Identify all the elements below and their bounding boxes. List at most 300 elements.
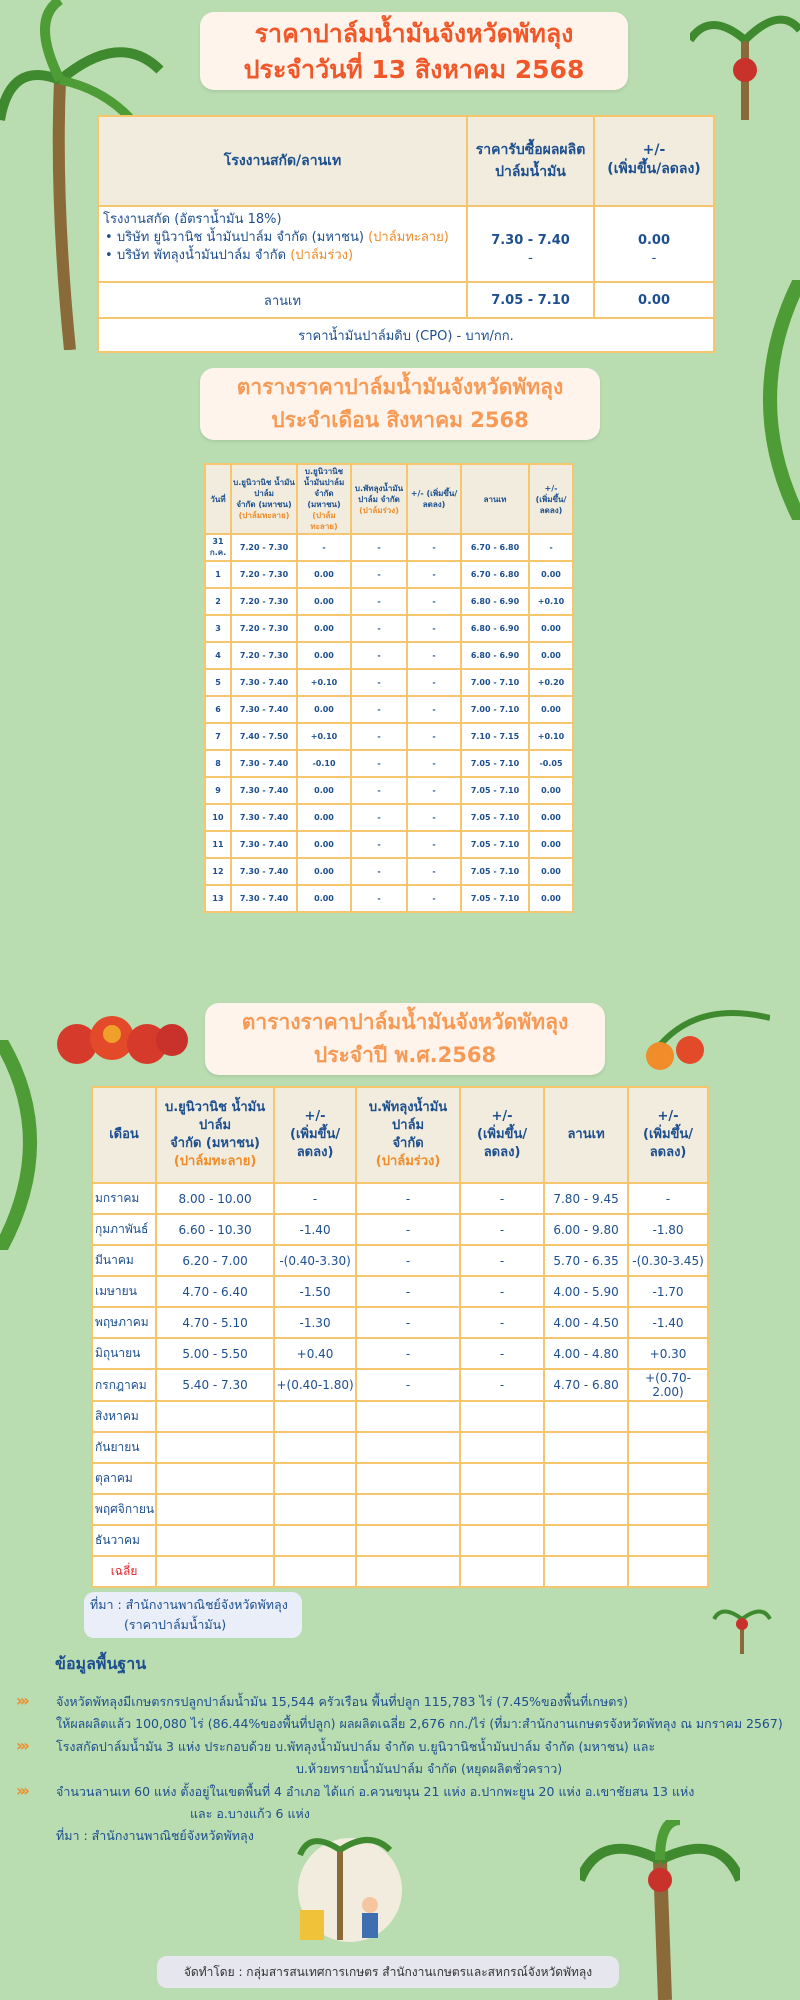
yearly-cell: - bbox=[356, 1245, 460, 1276]
header-price-line2: ปาล์มน้ำมัน bbox=[495, 164, 566, 180]
monthly-header-row bbox=[205, 464, 573, 534]
monthly-cell: -0.10 bbox=[297, 750, 351, 777]
monthly-cell: - bbox=[407, 588, 461, 615]
monthly-cell: 12 bbox=[205, 858, 231, 885]
yearly-row bbox=[92, 1245, 708, 1276]
monthly-cell: 4 bbox=[205, 642, 231, 669]
factory2-price: - bbox=[528, 250, 533, 266]
yearly-month-cell: กุมภาพันธ์ bbox=[92, 1214, 156, 1245]
yearly-cell bbox=[460, 1494, 544, 1525]
factory1-name: บริษัท ยูนิวานิช น้ำมันปาล์ม จำกัด (มหาชน) bbox=[117, 230, 364, 245]
yearly-month-cell: มกราคม bbox=[92, 1183, 156, 1214]
monthly-cell: 0.00 bbox=[529, 696, 573, 723]
m-header-change2-l3: ลดลง) bbox=[539, 505, 563, 515]
monthly-cell: 7.20 - 7.30 bbox=[231, 561, 297, 588]
yearly-cell bbox=[356, 1494, 460, 1525]
yearly-month-cell: มีนาคม bbox=[92, 1245, 156, 1276]
y-header-pat-l3: (ปาล์มร่วง) bbox=[375, 1154, 441, 1169]
yearly-cell bbox=[156, 1432, 274, 1463]
yearly-cell bbox=[544, 1525, 628, 1556]
monthly-cell: 7.05 - 7.10 bbox=[461, 750, 529, 777]
y-header-univ bbox=[156, 1087, 274, 1183]
monthly-cell: +0.10 bbox=[297, 669, 351, 696]
yearly-cell: - bbox=[628, 1183, 708, 1214]
monthly-cell: 7.30 - 7.40 bbox=[231, 750, 297, 777]
basic-item2-line2: บ.ห้วยทรายน้ำมันปาล์ม จำกัด (หยุดผลิตชั่วคราว) bbox=[296, 1761, 563, 1776]
monthly-cell: 0.00 bbox=[297, 588, 351, 615]
monthly-cell: - bbox=[351, 723, 407, 750]
y-header-change3-l2: (เพิ่มขึ้น/ลดลง) bbox=[643, 1127, 694, 1160]
yearly-price-table bbox=[91, 1086, 709, 1588]
yearly-cell: -1.80 bbox=[628, 1214, 708, 1245]
monthly-cell: 0.00 bbox=[297, 804, 351, 831]
basic-item3-line2: และ อ.บางแก้ว 6 แห่ง bbox=[190, 1806, 310, 1821]
monthly-cell: - bbox=[351, 642, 407, 669]
m-header-univ1 bbox=[231, 464, 297, 534]
yearly-header-row bbox=[92, 1087, 708, 1183]
monthly-cell: 0.00 bbox=[529, 777, 573, 804]
monthly-cell: - bbox=[529, 534, 573, 561]
m-header-pat-l3: (ปาล์มร่วง) bbox=[359, 505, 399, 515]
yearly-cell bbox=[544, 1432, 628, 1463]
monthly-cell: 0.00 bbox=[297, 777, 351, 804]
factory-list bbox=[98, 206, 467, 282]
yearly-cell: 7.80 - 9.45 bbox=[544, 1183, 628, 1214]
monthly-cell: 6 bbox=[205, 696, 231, 723]
farmer-illustration-icon bbox=[280, 1830, 420, 1950]
monthly-cell: 31 ก.ค. bbox=[205, 534, 231, 561]
yearly-cell: 4.00 - 5.90 bbox=[544, 1276, 628, 1307]
palm-tree-small-icon bbox=[712, 1594, 772, 1654]
yearly-cell bbox=[460, 1432, 544, 1463]
daily-title-line1: ราคาปาล์มน้ำมันจังหวัดพัทลุง bbox=[254, 19, 574, 48]
source-line2: (ราคาปาล์มน้ำมัน) bbox=[124, 1617, 227, 1632]
yearly-month-cell: เมษายน bbox=[92, 1276, 156, 1307]
monthly-cell: 0.00 bbox=[297, 885, 351, 912]
m-header-pat-l1: บ.พัทลุงน้ำมัน bbox=[354, 483, 404, 493]
y-header-change2-l1: +/- bbox=[491, 1109, 513, 1124]
yearly-cell: -1.70 bbox=[628, 1276, 708, 1307]
monthly-cell: 7.30 - 7.40 bbox=[231, 885, 297, 912]
monthly-cell: - bbox=[351, 534, 407, 561]
yearly-cell: 4.70 - 6.40 bbox=[156, 1276, 274, 1307]
lanet-price: 7.05 - 7.10 bbox=[467, 282, 594, 318]
y-avg-cell bbox=[156, 1556, 274, 1587]
yearly-month-cell: พฤษภาคม bbox=[92, 1307, 156, 1338]
monthly-cell: - bbox=[351, 804, 407, 831]
monthly-cell: - bbox=[351, 777, 407, 804]
yearly-title-line2: ประจำปี พ.ศ.2568 bbox=[313, 1043, 497, 1067]
m-header-univ2-l1: บ.ยูนิวานิช bbox=[304, 467, 344, 476]
basic-item1-line1: จังหวัดพัทลุงมีเกษตรกรปลูกปาล์มน้ำมัน 15,544 ครัวเรือน พื้นที่ปลูก 115,783 ไร่ (7.45%ของพื้นที่เกษตร) bbox=[56, 1694, 628, 1709]
monthly-row bbox=[205, 642, 573, 669]
palm-fruit-right-icon bbox=[630, 998, 770, 1078]
basic-item3-line1: จำนวนลานเท 60 แห่ง ตั้งอยู่ในเขตพื้นที่ 4 อำเภอ ได้แก่ อ.ควนขนุน 21 แห่ง อ.ปากพะยูน 20 แห่ง อ.เขาชัยสน 13 แห่ง bbox=[56, 1784, 695, 1799]
yearly-cell bbox=[274, 1401, 356, 1432]
yearly-cell: 8.00 - 10.00 bbox=[156, 1183, 274, 1214]
yearly-cell bbox=[356, 1432, 460, 1463]
yearly-row bbox=[92, 1494, 708, 1525]
monthly-row bbox=[205, 831, 573, 858]
monthly-row bbox=[205, 696, 573, 723]
monthly-cell: 7.30 - 7.40 bbox=[231, 804, 297, 831]
yearly-cell: 5.70 - 6.35 bbox=[544, 1245, 628, 1276]
yearly-avg-row bbox=[92, 1556, 708, 1587]
monthly-cell: - bbox=[407, 804, 461, 831]
factory1-price: 7.30 - 7.40 bbox=[491, 232, 570, 248]
yearly-cell: 5.40 - 7.30 bbox=[156, 1369, 274, 1401]
monthly-cell: - bbox=[351, 588, 407, 615]
yearly-cell: - bbox=[356, 1183, 460, 1214]
yearly-cell bbox=[460, 1401, 544, 1432]
m-header-day: วันที่ bbox=[205, 464, 231, 534]
monthly-cell: - bbox=[407, 696, 461, 723]
monthly-cell: 6.80 - 6.90 bbox=[461, 642, 529, 669]
monthly-cell: 7.05 - 7.10 bbox=[461, 885, 529, 912]
monthly-cell: 6.80 - 6.90 bbox=[461, 615, 529, 642]
factory2-change: - bbox=[651, 250, 657, 266]
yearly-cell bbox=[628, 1432, 708, 1463]
daily-title bbox=[200, 12, 628, 90]
yearly-cell: - bbox=[356, 1307, 460, 1338]
yearly-cell bbox=[156, 1525, 274, 1556]
header-change-line2: (เพิ่มขึ้น/ลดลง) bbox=[607, 161, 701, 177]
monthly-title-line1: ตารางราคาปาล์มน้ำมันจังหวัดพัทลุง bbox=[236, 375, 564, 399]
monthly-cell: - bbox=[351, 561, 407, 588]
monthly-cell: 9 bbox=[205, 777, 231, 804]
monthly-cell: 0.00 bbox=[297, 831, 351, 858]
monthly-cell: - bbox=[351, 669, 407, 696]
yearly-cell bbox=[628, 1401, 708, 1432]
monthly-cell: - bbox=[351, 615, 407, 642]
y-header-univ-l3: (ปาล์มทะลาย) bbox=[173, 1154, 257, 1169]
m-header-univ2-l3: จำกัด (มหาชน) bbox=[307, 489, 341, 509]
monthly-cell: 7.00 - 7.10 bbox=[461, 696, 529, 723]
monthly-cell: 7 bbox=[205, 723, 231, 750]
monthly-cell: 0.00 bbox=[297, 642, 351, 669]
monthly-cell: - bbox=[351, 696, 407, 723]
y-header-pat-l2: จำกัด bbox=[392, 1136, 424, 1151]
monthly-row bbox=[205, 723, 573, 750]
monthly-row bbox=[205, 858, 573, 885]
m-header-lanet: ลานเท bbox=[461, 464, 529, 534]
y-header-pat-l1: บ.พัทลุงน้ำมันปาล์ม bbox=[368, 1100, 448, 1133]
yearly-cell bbox=[274, 1432, 356, 1463]
monthly-cell: 0.00 bbox=[529, 858, 573, 885]
yearly-cell bbox=[628, 1494, 708, 1525]
palm-leaf-left-icon bbox=[0, 1040, 60, 1250]
y-header-change3 bbox=[628, 1087, 708, 1183]
yearly-cell: +0.40 bbox=[274, 1338, 356, 1369]
monthly-row bbox=[205, 750, 573, 777]
m-header-univ2 bbox=[297, 464, 351, 534]
monthly-cell: - bbox=[407, 669, 461, 696]
monthly-title-line2: ประจำเดือน สิงหาคม 2568 bbox=[271, 408, 529, 432]
y-header-univ-l2: จำกัด (มหาชน) bbox=[170, 1136, 260, 1151]
m-header-pat bbox=[351, 464, 407, 534]
yearly-cell bbox=[460, 1463, 544, 1494]
yearly-row bbox=[92, 1307, 708, 1338]
monthly-cell: 7.05 - 7.10 bbox=[461, 777, 529, 804]
yearly-cell: 5.00 - 5.50 bbox=[156, 1338, 274, 1369]
monthly-cell: 0.00 bbox=[529, 561, 573, 588]
monthly-row bbox=[205, 561, 573, 588]
yearly-title bbox=[205, 1003, 605, 1075]
y-avg-cell bbox=[460, 1556, 544, 1587]
yearly-cell bbox=[628, 1463, 708, 1494]
cpo-label: ราคาน้ำมันปาล์มดิบ (CPO) - บาท/กก. bbox=[98, 318, 714, 352]
m-header-univ1-l1: บ.ยูนิวานิช น้ำมัน bbox=[233, 478, 295, 487]
yearly-month-cell: กรกฎาคม bbox=[92, 1369, 156, 1401]
monthly-cell: 7.30 - 7.40 bbox=[231, 669, 297, 696]
y-header-month: เดือน bbox=[92, 1087, 156, 1183]
monthly-cell: - bbox=[351, 885, 407, 912]
header-change bbox=[594, 116, 714, 206]
monthly-cell: 0.00 bbox=[529, 642, 573, 669]
yearly-cell: -(0.30-3.45) bbox=[628, 1245, 708, 1276]
monthly-cell: 7.20 - 7.30 bbox=[231, 615, 297, 642]
lanet-label: ลานเท bbox=[98, 282, 467, 318]
monthly-cell: 7.30 - 7.40 bbox=[231, 831, 297, 858]
yearly-cell: -1.40 bbox=[274, 1214, 356, 1245]
y-header-lanet: ลานเท bbox=[544, 1087, 628, 1183]
yearly-cell: - bbox=[460, 1245, 544, 1276]
monthly-cell: +0.10 bbox=[529, 588, 573, 615]
yearly-month-cell: สิงหาคม bbox=[92, 1401, 156, 1432]
credit-footer: จัดทำโดย : กลุ่มสารสนเทศการเกษตร สำนักงานเกษตรและสหกรณ์จังหวัดพัทลุง bbox=[157, 1956, 619, 1988]
monthly-cell: - bbox=[297, 534, 351, 561]
y-header-change2 bbox=[460, 1087, 544, 1183]
yearly-month-cell: พฤศจิกายน bbox=[92, 1494, 156, 1525]
factory1-branch: (ปาล์มทะลาย) bbox=[368, 230, 449, 245]
m-header-change: +/- (เพิ่มขึ้น/ลดลง) bbox=[407, 464, 461, 534]
monthly-cell: 13 bbox=[205, 885, 231, 912]
header-change-line1: +/- bbox=[642, 142, 666, 158]
monthly-cell: 7.00 - 7.10 bbox=[461, 669, 529, 696]
yearly-cell: 4.00 - 4.80 bbox=[544, 1338, 628, 1369]
monthly-row bbox=[205, 777, 573, 804]
yearly-cell: -1.40 bbox=[628, 1307, 708, 1338]
monthly-cell: 6.70 - 6.80 bbox=[461, 561, 529, 588]
y-avg-label: เฉลี่ย bbox=[92, 1556, 156, 1587]
daily-price-table bbox=[97, 115, 715, 353]
monthly-cell: 0.00 bbox=[297, 561, 351, 588]
arrow-icon: ››› bbox=[16, 1691, 27, 1710]
yearly-cell: - bbox=[356, 1276, 460, 1307]
yearly-cell: +(0.40-1.80) bbox=[274, 1369, 356, 1401]
monthly-cell: - bbox=[351, 831, 407, 858]
yearly-cell bbox=[356, 1525, 460, 1556]
m-header-univ1-l2: ปาล์ม bbox=[254, 489, 274, 498]
yearly-month-cell: ธันวาคม bbox=[92, 1525, 156, 1556]
monthly-row bbox=[205, 804, 573, 831]
basic-item1-line2: ให้ผลผลิตแล้ว 100,080 ไร่ (86.44%ของพื้นที่ปลูก) ผลผลิตเฉลี่ย 2,676 กก./ไร่ (ที่มา:สำนักงานเกษตรจังหวัดพัทลุง ณ มกราคม 2567) bbox=[56, 1716, 783, 1731]
monthly-row bbox=[205, 885, 573, 912]
monthly-cell: 7.20 - 7.30 bbox=[231, 588, 297, 615]
monthly-cell: 0.00 bbox=[529, 885, 573, 912]
yearly-cell bbox=[156, 1494, 274, 1525]
y-header-change3-l1: +/- bbox=[657, 1109, 679, 1124]
yearly-cell bbox=[156, 1401, 274, 1432]
monthly-cell: 7.30 - 7.40 bbox=[231, 696, 297, 723]
y-avg-cell bbox=[356, 1556, 460, 1587]
yearly-cell bbox=[274, 1463, 356, 1494]
yearly-row bbox=[92, 1463, 708, 1494]
palm-leaf-right-icon bbox=[720, 280, 800, 520]
monthly-cell: 7.20 - 7.30 bbox=[231, 534, 297, 561]
factory2-name: บริษัท พัทลุงน้ำมันปาล์ม จำกัด bbox=[117, 248, 287, 263]
m-header-change2-l2: (เพิ่มขึ้น/ bbox=[535, 494, 567, 504]
yearly-cell: - bbox=[356, 1369, 460, 1401]
monthly-cell: 7.40 - 7.50 bbox=[231, 723, 297, 750]
monthly-row bbox=[205, 588, 573, 615]
yearly-cell: 6.60 - 10.30 bbox=[156, 1214, 274, 1245]
yearly-row bbox=[92, 1338, 708, 1369]
y-header-change1-l2: (เพิ่มขึ้น/ลดลง) bbox=[290, 1127, 341, 1160]
factory-changes bbox=[594, 206, 714, 282]
monthly-cell: 7.05 - 7.10 bbox=[461, 831, 529, 858]
factory1-change: 0.00 bbox=[637, 232, 671, 248]
monthly-cell: 7.30 - 7.40 bbox=[231, 777, 297, 804]
header-factory: โรงงานสกัด/ลานเท bbox=[98, 116, 467, 206]
yearly-row bbox=[92, 1525, 708, 1556]
factory-label: โรงงานสกัด (อัตราน้ำมัน 18%) bbox=[103, 212, 282, 227]
m-header-change2 bbox=[529, 464, 573, 534]
daily-header-row bbox=[98, 116, 714, 206]
monthly-cell: 2 bbox=[205, 588, 231, 615]
source-line1: ที่มา : สำนักงานพาณิชย์จังหวัดพัทลุง bbox=[90, 1597, 288, 1612]
yearly-cell: - bbox=[460, 1369, 544, 1401]
factory1-item bbox=[103, 229, 462, 247]
yearly-cell bbox=[274, 1525, 356, 1556]
yearly-cell: +(0.70-2.00) bbox=[628, 1369, 708, 1401]
cpo-row bbox=[98, 318, 714, 352]
yearly-month-cell: ตุลาคม bbox=[92, 1463, 156, 1494]
yearly-cell bbox=[274, 1494, 356, 1525]
yearly-cell: - bbox=[356, 1214, 460, 1245]
yearly-cell bbox=[156, 1463, 274, 1494]
monthly-cell: +0.10 bbox=[297, 723, 351, 750]
yearly-cell: - bbox=[460, 1214, 544, 1245]
palm-tree-top-right-icon bbox=[690, 0, 800, 120]
header-price-line1: ราคารับซื้อผลผลิต bbox=[475, 142, 586, 158]
yearly-row bbox=[92, 1214, 708, 1245]
factory2-item bbox=[103, 247, 462, 265]
yearly-cell: -1.50 bbox=[274, 1276, 356, 1307]
y-header-change2-l2: (เพิ่มขึ้น/ลดลง) bbox=[477, 1127, 528, 1160]
factory-row bbox=[98, 206, 714, 282]
lanet-row bbox=[98, 282, 714, 318]
m-header-change2-l1: +/- bbox=[544, 483, 558, 493]
monthly-cell: 0.00 bbox=[529, 615, 573, 642]
m-header-univ2-l2: น้ำมันปาล์ม bbox=[303, 478, 345, 487]
basic-item2-line1: โรงสกัดปาล์มน้ำมัน 3 แห่ง ประกอบด้วย บ.พัทลุงน้ำมันปาล์ม จำกัด บ.ยูนิวานิชน้ำมันปาล์ม จำกัด (มหาชน) และ bbox=[56, 1739, 656, 1754]
yearly-cell: 6.20 - 7.00 bbox=[156, 1245, 274, 1276]
yearly-cell: - bbox=[460, 1183, 544, 1214]
yearly-body bbox=[92, 1183, 708, 1556]
arrow-icon: ››› bbox=[16, 1736, 27, 1755]
monthly-cell: 7.10 - 7.15 bbox=[461, 723, 529, 750]
monthly-cell: 5 bbox=[205, 669, 231, 696]
monthly-cell: 0.00 bbox=[297, 858, 351, 885]
yearly-cell: 4.00 - 4.50 bbox=[544, 1307, 628, 1338]
monthly-cell: - bbox=[351, 750, 407, 777]
y-header-pat bbox=[356, 1087, 460, 1183]
monthly-cell: - bbox=[407, 831, 461, 858]
monthly-cell: 6.80 - 6.90 bbox=[461, 588, 529, 615]
monthly-cell: +0.10 bbox=[529, 723, 573, 750]
yearly-row bbox=[92, 1183, 708, 1214]
m-header-univ2-l4: (ปาล์มทะลาย) bbox=[310, 511, 338, 531]
monthly-title bbox=[200, 368, 600, 440]
monthly-cell: - bbox=[407, 534, 461, 561]
monthly-cell: 6.70 - 6.80 bbox=[461, 534, 529, 561]
monthly-row bbox=[205, 534, 573, 561]
yearly-cell bbox=[356, 1463, 460, 1494]
monthly-cell: 1 bbox=[205, 561, 231, 588]
palm-fruit-icon bbox=[52, 1012, 192, 1072]
monthly-cell: 0.00 bbox=[297, 615, 351, 642]
monthly-row bbox=[205, 669, 573, 696]
yearly-row bbox=[92, 1369, 708, 1401]
monthly-cell: - bbox=[407, 561, 461, 588]
yearly-cell: -1.30 bbox=[274, 1307, 356, 1338]
yearly-cell bbox=[544, 1463, 628, 1494]
m-header-pat-l2: ปาล์ม จำกัด bbox=[358, 494, 400, 504]
lanet-change: 0.00 bbox=[594, 282, 714, 318]
yearly-cell: 4.70 - 5.10 bbox=[156, 1307, 274, 1338]
monthly-cell: - bbox=[407, 723, 461, 750]
yearly-cell bbox=[628, 1525, 708, 1556]
yearly-cell: 6.00 - 9.80 bbox=[544, 1214, 628, 1245]
yearly-cell: +0.30 bbox=[628, 1338, 708, 1369]
yearly-row bbox=[92, 1401, 708, 1432]
yearly-row bbox=[92, 1432, 708, 1463]
y-avg-cell bbox=[544, 1556, 628, 1587]
monthly-cell: 3 bbox=[205, 615, 231, 642]
monthly-cell: 7.20 - 7.30 bbox=[231, 642, 297, 669]
yearly-month-cell: กันยายน bbox=[92, 1432, 156, 1463]
y-header-univ-l1: บ.ยูนิวานิช น้ำมันปาล์ม bbox=[164, 1100, 266, 1133]
y-header-change1 bbox=[274, 1087, 356, 1183]
factory-prices bbox=[467, 206, 594, 282]
monthly-cell: 10 bbox=[205, 804, 231, 831]
monthly-body bbox=[205, 534, 573, 912]
monthly-cell: -0.05 bbox=[529, 750, 573, 777]
yearly-row bbox=[92, 1276, 708, 1307]
header-price bbox=[467, 116, 594, 206]
m-header-univ1-l3: จำกัด (มหาชน) bbox=[236, 500, 292, 509]
monthly-row bbox=[205, 615, 573, 642]
monthly-cell: 0.00 bbox=[529, 804, 573, 831]
basic-info-source: ที่มา : สำนักงานพาณิชย์จังหวัดพัทลุง bbox=[56, 1828, 254, 1843]
monthly-cell: 7.30 - 7.40 bbox=[231, 858, 297, 885]
monthly-cell: - bbox=[407, 858, 461, 885]
yearly-cell bbox=[544, 1401, 628, 1432]
monthly-cell: +0.20 bbox=[529, 669, 573, 696]
y-avg-cell bbox=[274, 1556, 356, 1587]
basic-info-title: ข้อมูลพื้นฐาน bbox=[55, 1654, 147, 1673]
monthly-cell: 8 bbox=[205, 750, 231, 777]
monthly-cell: 7.05 - 7.10 bbox=[461, 858, 529, 885]
yearly-cell: - bbox=[460, 1307, 544, 1338]
arrow-icon: ››› bbox=[16, 1781, 27, 1800]
yearly-cell: - bbox=[460, 1338, 544, 1369]
yearly-cell bbox=[544, 1494, 628, 1525]
monthly-cell: - bbox=[407, 615, 461, 642]
daily-title-line2: ประจำวันที่ 13 สิงหาคม 2568 bbox=[243, 55, 585, 84]
yearly-cell: 4.70 - 6.80 bbox=[544, 1369, 628, 1401]
